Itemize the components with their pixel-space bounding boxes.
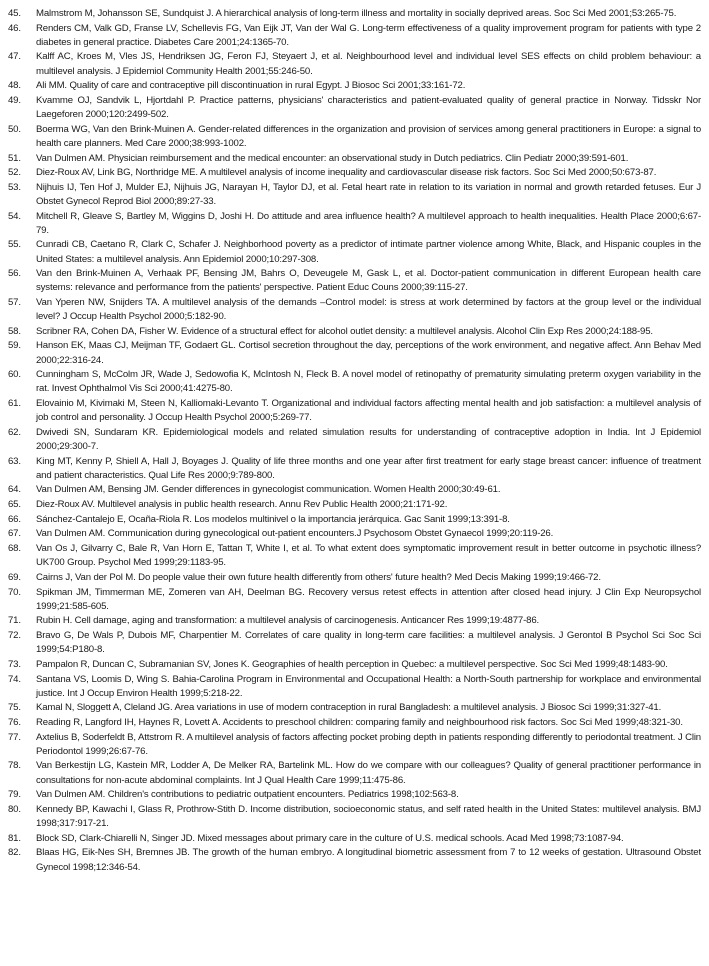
reference-number: 71. xyxy=(8,615,21,627)
reference-number: 67. xyxy=(8,528,21,540)
reference-number: 45. xyxy=(8,8,21,19)
reference-text: Elovainio M, Kivimaki M, Steen N, Kalliomaki-Levanto T. Organizational and individual factors affecting mental health and job satisfaction: a multilevel analysis of job control and personality. J Occup Health Psychol 2000;5:269-77. xyxy=(36,398,701,424)
reference-text: Mitchell R, Gleave S, Bartley M, Wiggins D, Joshi H. Do attitude and area influence health? A multilevel approach to health inequalities. Health Place 2000;6:67-79. xyxy=(36,210,701,236)
reference-item xyxy=(8,50,701,78)
reference-number: 49. xyxy=(8,94,21,106)
reference-number: 54. xyxy=(8,210,21,222)
reference-number: 65. xyxy=(8,499,21,511)
reference-number: 51. xyxy=(8,152,21,164)
reference-text: Nijhuis IJ, Ten Hof J, Mulder EJ, Nijhuis JG, Narayan H, Taylor DJ, et al. Fetal heart rate in relation to its variation in normal and growth retarded fetuses. Eur J Obstet Gynecol Reprod Biol 2000;89:27-33. xyxy=(36,181,701,207)
reference-number: 53. xyxy=(8,181,21,193)
reference-text: Bravo G, De Wals P, Dubois MF, Charpentier M. Correlates of care quality in long-term care facilities: a multilevel analysis. J Gerontol B Psychol Sci Soc Sci 1999;54:P180-8. xyxy=(36,630,701,656)
reference-number: 57. xyxy=(8,297,21,308)
reference-number: 70. xyxy=(8,586,21,598)
reference-item xyxy=(8,267,701,295)
reference-number: 56. xyxy=(8,268,21,280)
reference-number: 64. xyxy=(8,484,21,496)
reference-text: Kvamme OJ, Sandvik L, Hjortdahl P. Practice patterns, physicians' characteristics and patient-evaluated quality of general practice in Norway. Tidsskr Nor Laegeforen 2000;120:2499-502. xyxy=(36,94,701,121)
reference-item xyxy=(8,210,701,238)
reference-item xyxy=(8,701,701,715)
reference-number: 79. xyxy=(8,789,21,801)
reference-number: 63. xyxy=(8,455,21,467)
reference-number: 72. xyxy=(8,630,21,642)
reference-item xyxy=(8,397,701,425)
reference-text: Rubin H. Cell damage, aging and transformation: a multilevel analysis of carcinogenesis. Anticancer Res 1999;19:4877-86. xyxy=(36,615,540,627)
reference-item xyxy=(8,513,701,527)
reference-text: Malmstrom M, Johansson SE, Sundquist J. A hierarchical analysis of long-term illness and mortality in socially deprived areas. Soc Sci Med 2001;53:265-75. xyxy=(36,8,677,19)
reference-text: Kennedy BP, Kawachi I, Glass R, Prothrow-Stith D. Income distribution, socioeconomic status, and self rated health in the United States: multilevel analysis. BMJ 1998;317:917-21. xyxy=(36,803,701,830)
reference-item xyxy=(8,7,701,21)
reference-number: 59. xyxy=(8,340,21,352)
reference-item xyxy=(8,542,701,570)
reference-text: Cunningham S, McColm JR, Wade J, Sedowofia K, McIntosh N, Fleck B. A novel model of retinopathy of prematurity simulating preterm oxygen variability in the rat. Invest Ophthalmol Vis Sci 2000;41:4275-80. xyxy=(36,369,701,395)
reference-item xyxy=(8,629,701,657)
reference-item xyxy=(8,94,701,122)
reference-item xyxy=(8,455,701,483)
reference-number: 48. xyxy=(8,80,21,92)
reference-number: 52. xyxy=(8,167,21,179)
reference-number: 68. xyxy=(8,543,21,555)
reference-item xyxy=(8,238,701,266)
reference-text: Blaas HG, Eik-Nes SH, Bremnes JB. The growth of the human embryo. A longitudinal biometric assessment from 7 to 12 weeks of gestation. Ultrasound Obstet Gynecol 1998;12:346-54. xyxy=(36,847,701,873)
reference-text: Van Dulmen AM. Children's contributions to pediatric outpatient encounters. Pediatrics 1998;102:563-8. xyxy=(36,789,459,801)
reference-text: Van Os J, Gilvarry C, Bale R, Van Horn E, Tattan T, White I, et al. To what extent does symptomatic improvement result in better outcome in psychotic illness? UK700 Group. Psychol Med 1999;29:1183-95. xyxy=(36,543,701,569)
reference-text: Ali MM. Quality of care and contraceptive pill discontinuation in rural Egypt. J Biosoc Sci 2001;33:161-72. xyxy=(36,80,466,92)
reference-text: Van Dulmen AM. Physician reimbursement and the medical encounter: an observational study in Dutch pediatrics. Clin Pediatr 2000;39:591-601. xyxy=(36,152,629,164)
reference-item xyxy=(8,527,701,541)
reference-number: 55. xyxy=(8,239,21,251)
reference-text: Diez-Roux AV. Multilevel analysis in public health research. Annu Rev Public Health 2000;21:171-92. xyxy=(36,499,448,511)
reference-text: Scribner RA, Cohen DA, Fisher W. Evidence of a structural effect for alcohol outlet density: a multilevel analysis. Alcohol Clin Exp Res 2000;24:188-95. xyxy=(36,325,653,337)
reference-item xyxy=(8,759,701,787)
reference-number: 47. xyxy=(8,51,21,63)
reference-item xyxy=(8,325,701,339)
reference-text: Kalff AC, Kroes M, Vles JS, Hendriksen JG, Feron FJ, Steyaert J, et al. Neighbourhood level and individual level SES effects on child problem behaviour: a multilevel analysis. J Epidemiol Community Health 2001;55:246-50. xyxy=(36,51,701,77)
reference-number: 80. xyxy=(8,803,21,815)
reference-number: 61. xyxy=(8,398,21,410)
reference-number: 58. xyxy=(8,325,21,337)
reference-item xyxy=(8,803,701,831)
reference-item xyxy=(8,123,701,151)
reference-item xyxy=(8,614,701,628)
reference-number: 66. xyxy=(8,513,21,525)
reference-number: 76. xyxy=(8,717,21,728)
reference-item xyxy=(8,673,701,701)
reference-item xyxy=(8,296,701,324)
reference-text: Van Dulmen AM. Communication during gynecological out-patient encounters.J Psychosom Obstet Gynaecol 1999;20:119-26. xyxy=(36,528,554,540)
reference-text: Renders CM, Valk GD, Franse LV, Schellevis FG, Van Eijk JT, Van der Wal G. Long-term effectiveness of a quality improvement program for patients with type 2 diabetes in general practice. Diabetes Care 2001;24:1365-70. xyxy=(36,22,701,48)
reference-text: Van Berkestijn LG, Kastein MR, Lodder A, De Melker RA, Bartelink ML. How do we compare with our colleagues? Quality of general practitioner performance in consultations for non-acute abdominal complaints. Int J Qual Health Care 1999;11:475-86. xyxy=(36,760,701,786)
reference-item xyxy=(8,586,701,614)
reference-item xyxy=(8,846,701,874)
reference-text: Axtelius B, Soderfeldt B, Attstrom R. A multilevel analysis of factors affecting pocket probing depth in patients responding differently to periodontal treatment. J Clin Periodontol 1999;26:67-76. xyxy=(36,731,701,757)
reference-number: 69. xyxy=(8,571,21,583)
reference-number: 75. xyxy=(8,702,21,714)
reference-number: 78. xyxy=(8,760,21,772)
reference-text: Van Yperen NW, Snijders TA. A multilevel analysis of the demands –Control model: is stress at work determined by factors at the group level or the individual level? J Occup Health Psychol 2000;5:182-90. xyxy=(36,297,701,323)
reference-text: Pampalon R, Duncan C, Subramanian SV, Jones K. Geographies of health perception in Quebec: a multilevel perspective. Soc Sci Med 1999;48:1483-90. xyxy=(36,658,668,670)
reference-text: Cairns J, Van der Pol M. Do people value their own future health differently from others' future health? Med Decis Making 1999;19:466-72. xyxy=(36,571,601,583)
reference-number: 74. xyxy=(8,673,21,685)
reference-item xyxy=(8,339,701,367)
reference-number: 82. xyxy=(8,847,21,859)
reference-item xyxy=(8,79,701,93)
reference-item xyxy=(8,368,701,396)
reference-item xyxy=(8,152,701,166)
reference-item xyxy=(8,498,701,512)
reference-item xyxy=(8,788,701,802)
reference-item xyxy=(8,426,701,454)
reference-item xyxy=(8,716,701,730)
reference-text: Santana VS, Loomis D, Wing S. Bahia-Carolina Program in Environmental and Occupational Health: a North-South partnership for workplace and environmental justice. Int J Occup Environ Health 1999;5:218-22. xyxy=(36,673,701,699)
reference-number: 81. xyxy=(8,832,21,844)
reference-number: 77. xyxy=(8,731,21,743)
reference-text: Cunradi CB, Caetano R, Clark C, Schafer J. Neighborhood poverty as a predictor of intimate partner violence among White, Black, and Hispanic couples in the United States: a multilevel analysis. Ann Epidemiol 2000;10:297-308. xyxy=(36,239,701,265)
reference-item xyxy=(8,22,701,50)
reference-text: Hanson EK, Maas CJ, Meijman TF, Godaert GL. Cortisol secretion throughout the day, perceptions of the work environment, and negative affect. Ann Behav Med 2000;22:316-24. xyxy=(36,340,701,366)
reference-text: King MT, Kenny P, Shiell A, Hall J, Boyages J. Quality of life three months and one year after first treatment for early stage breast cancer: influence of treatment and patient characteristics. Qual Life Res 2000;9:789-800. xyxy=(36,455,701,481)
reference-item xyxy=(8,571,701,585)
reference-item xyxy=(8,658,701,672)
reference-item xyxy=(8,483,701,497)
reference-item xyxy=(8,166,701,180)
reference-text: Van Dulmen AM, Bensing JM. Gender differences in gynecologist communication. Women Health 2000;30:49-61. xyxy=(36,484,501,496)
reference-number: 50. xyxy=(8,123,21,135)
reference-number: 73. xyxy=(8,658,21,670)
reference-item xyxy=(8,832,701,846)
reference-number: 46. xyxy=(8,22,21,34)
reference-text: Diez-Roux AV, Link BG, Northridge ME. A multilevel analysis of income inequality and cardiovascular disease risk factors. Soc Sci Med 2000;50:673-87. xyxy=(36,167,657,179)
reference-text: Sánchez-Cantalejo E, Ocaña-Riola R. Los modelos multinivel o la importancia jerárquica. Gac Sanit 1999;13:391-8. xyxy=(36,513,510,525)
reference-item xyxy=(8,181,701,209)
reference-text: Van den Brink-Muinen A, Verhaak PF, Bensing JM, Bahrs O, Deveugele M, Gask L, et al. Doctor-patient communication in different European health care systems: relevance and performance from the patients' perspective. Patient Educ Couns 2000;39:115-27. xyxy=(36,268,701,294)
reference-item xyxy=(8,731,701,759)
reference-number: 62. xyxy=(8,426,21,438)
reference-number: 60. xyxy=(8,369,21,381)
reference-text: Reading R, Langford IH, Haynes R, Lovett A. Accidents to preschool children: comparing family and neighbourhood risk factors. Soc Sci Med 1999;48:321-30. xyxy=(36,717,683,728)
reference-text: Block SD, Clark-Chiarelli N, Singer JD. Mixed messages about primary care in the culture of U.S. medical schools. Acad Med 1998;73:1087-94. xyxy=(36,832,624,844)
reference-text: Boerma WG, Van den Brink-Muinen A. Gender-related differences in the organization and provision of services among general practitioners in Europe: a signal to health care planners. Med Care 2000;38:993-1002. xyxy=(36,123,701,149)
reference-text: Kamal N, Sloggett A, Cleland JG. Area variations in use of modern contraception in rural Bangladesh: a multilevel analysis. J Biosoc Sci 1999;31:327-41. xyxy=(36,702,662,714)
reference-text: Spikman JM, Timmerman ME, Zomeren van AH, Deelman BG. Recovery versus retest effects in attention after closed head injury. J Clin Exp Neuropsychol 1999;21:585-605. xyxy=(36,586,701,612)
reference-text: Dwivedi SN, Sundaram KR. Epidemiological models and related simulation results for understanding of contraceptive adoption in India. Int J Epidemiol 2000;29:300-7. xyxy=(36,426,701,452)
